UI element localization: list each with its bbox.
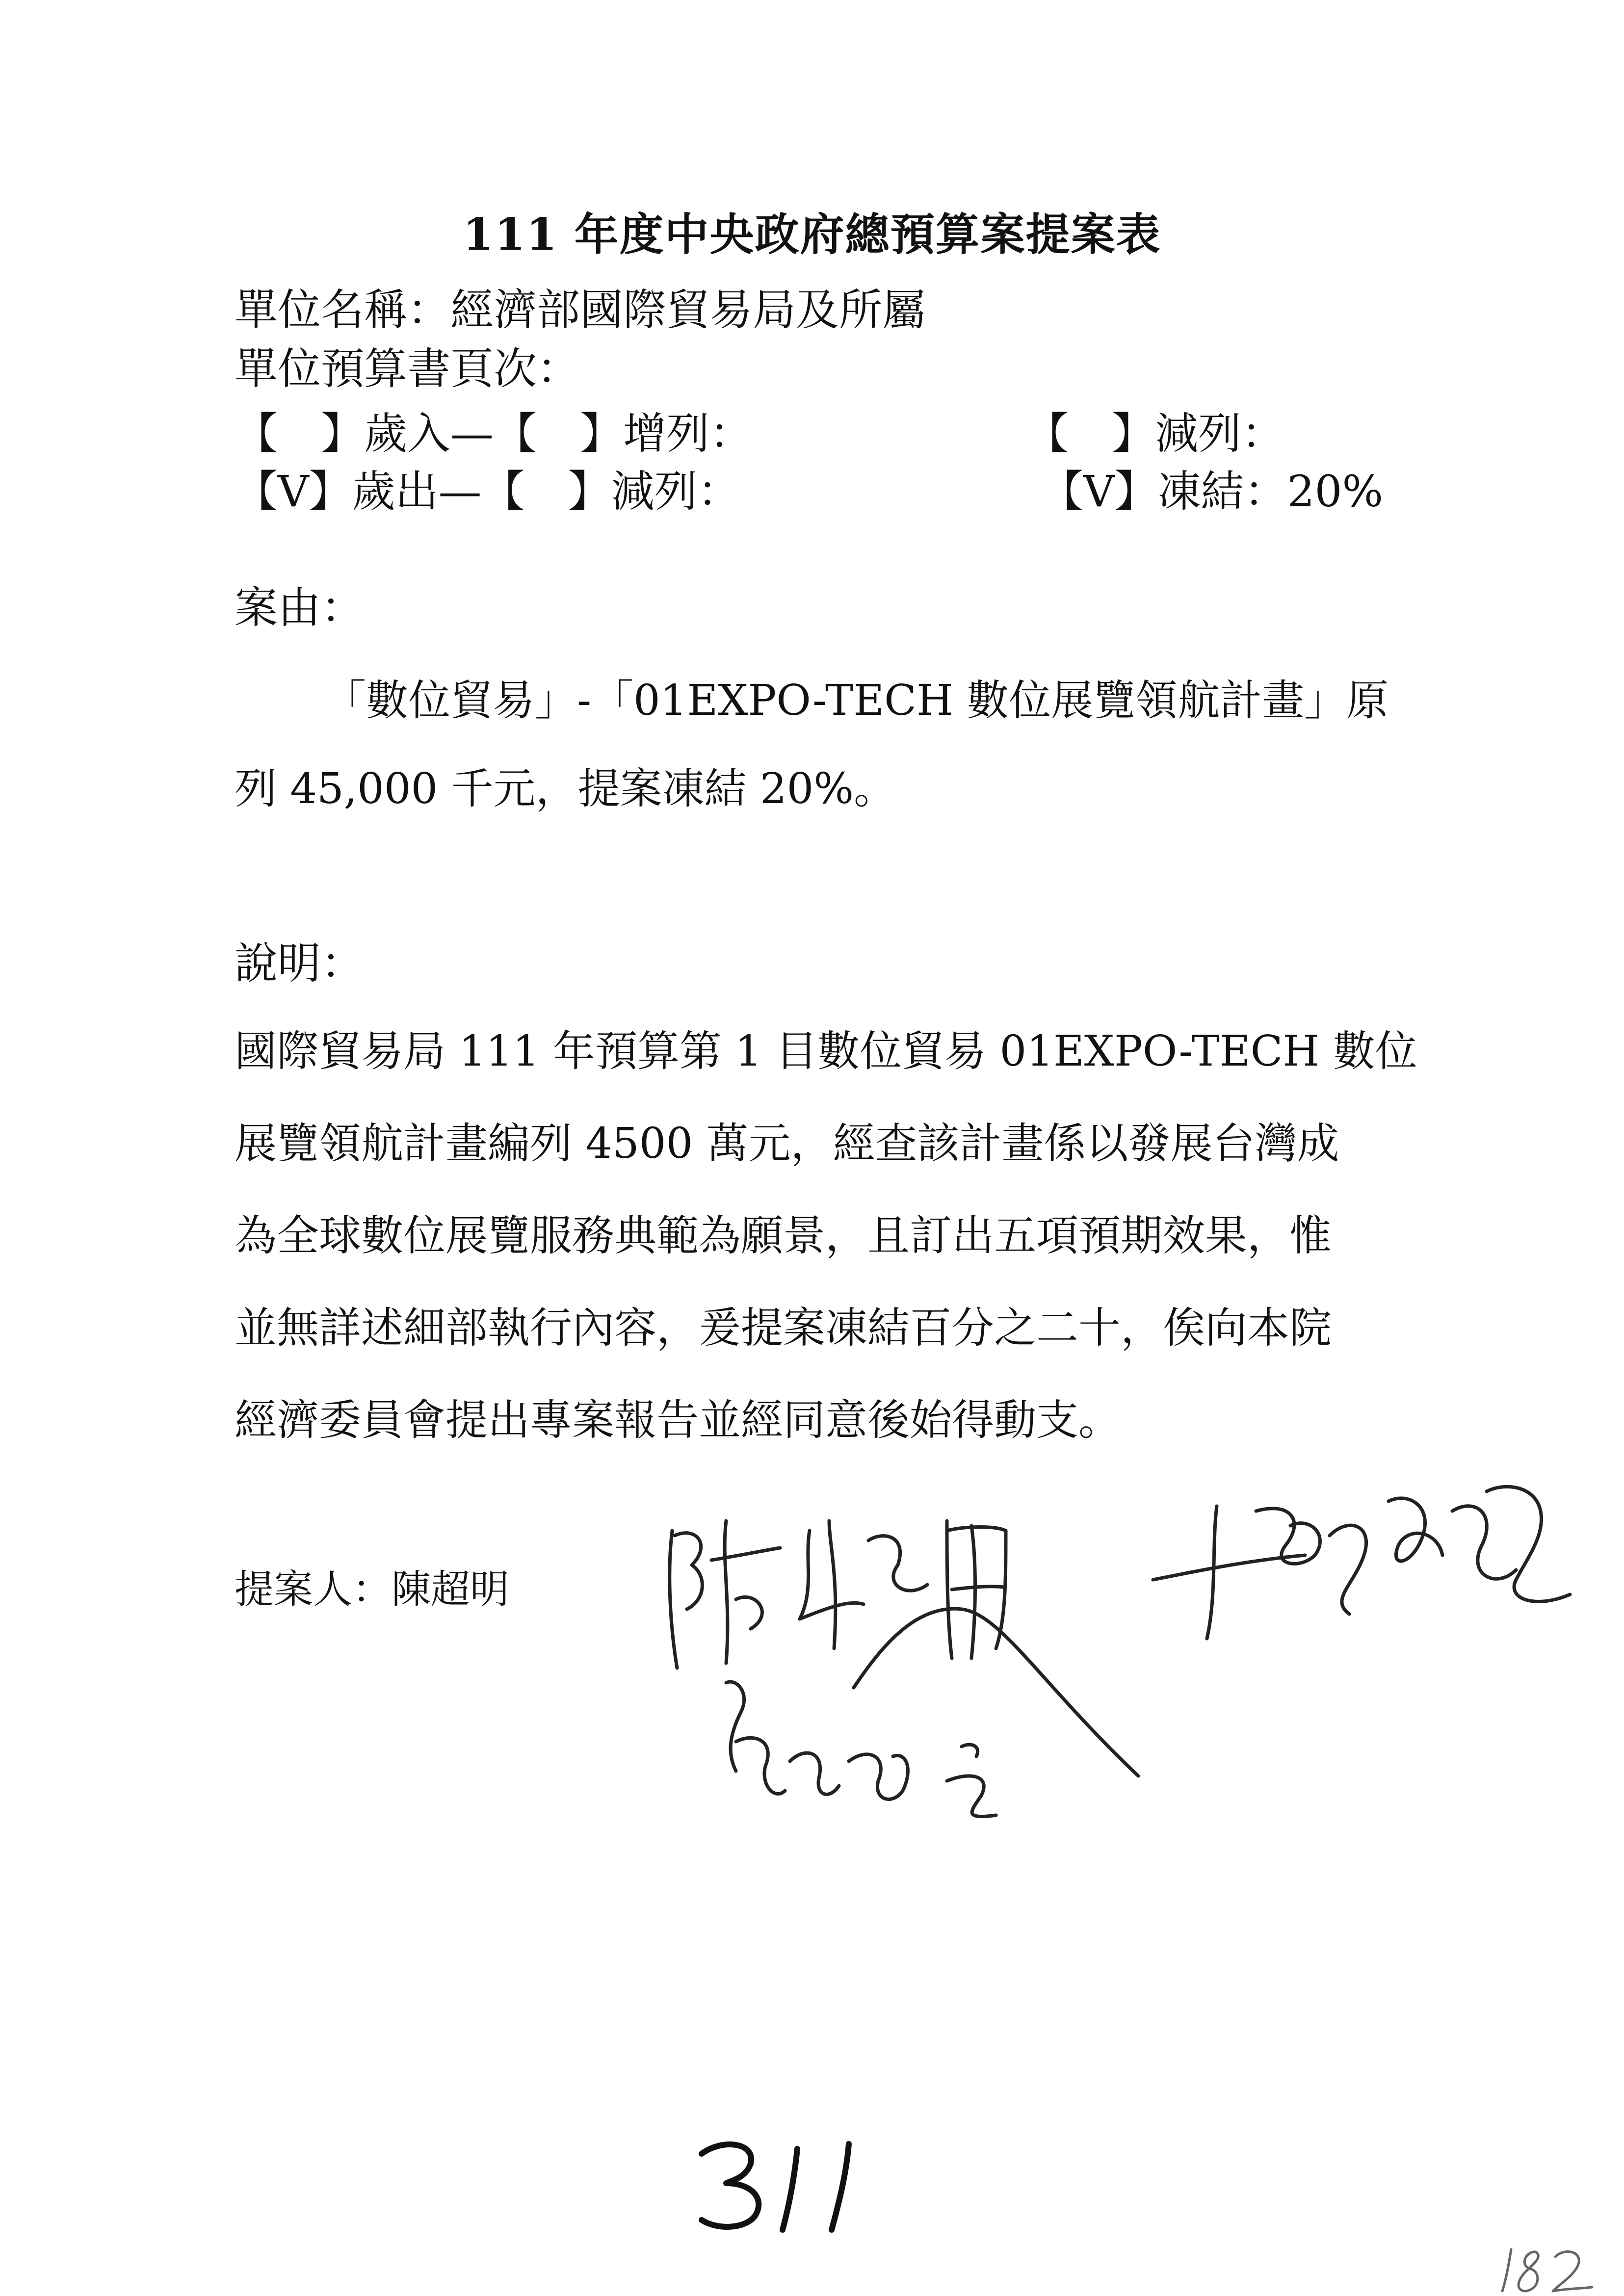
row1-right: 【 】減列：	[1025, 408, 1285, 459]
budget-page: 單位預算書頁次：	[235, 343, 580, 394]
case-line-1: 「數位貿易」-「01EXPO-TECH 數位展覽領航計畫」原	[324, 676, 1389, 725]
case-label: 案由：	[235, 582, 365, 633]
unit-name: 單位名稱：經濟部國際貿易局及所屬	[235, 285, 926, 335]
explain-line-3: 為全球數位展覽服務典範為願景，且訂出五項預期效果，惟	[235, 1211, 1332, 1260]
explain-line-5: 經濟委員會提出專案報告並經同意後始得動支。	[235, 1396, 1121, 1445]
proposer-label: 提案人：陳超明	[235, 1566, 509, 1612]
signature-2	[707, 1585, 1178, 1840]
explain-label: 說明：	[235, 938, 365, 989]
small-page-number	[1496, 2242, 1595, 2296]
signature-3	[1143, 1472, 1585, 1648]
explain-line-1: 國際貿易局 111 年預算第 1 目數位貿易 01EXPO-TECH 數位	[235, 1027, 1417, 1076]
handwritten-page-number	[692, 2134, 878, 2237]
row1-left: 【 】歲入—【 】增列：	[235, 408, 753, 459]
row2-left: 【V】歲出—【 】減列：	[235, 466, 741, 517]
row2-right: 【V】凍結：20%	[1040, 466, 1384, 517]
explain-line-2: 展覽領航計畫編列 4500 萬元，經查該計畫係以發展台灣成	[235, 1119, 1339, 1168]
case-line-2: 列 45,000 千元，提案凍結 20%。	[235, 764, 896, 813]
explain-line-4: 並無詳述細部執行內容，爰提案凍結百分之二十，俟向本院	[235, 1304, 1332, 1353]
document-title: 111 年度中央政府總預算案提案表	[463, 209, 1161, 261]
